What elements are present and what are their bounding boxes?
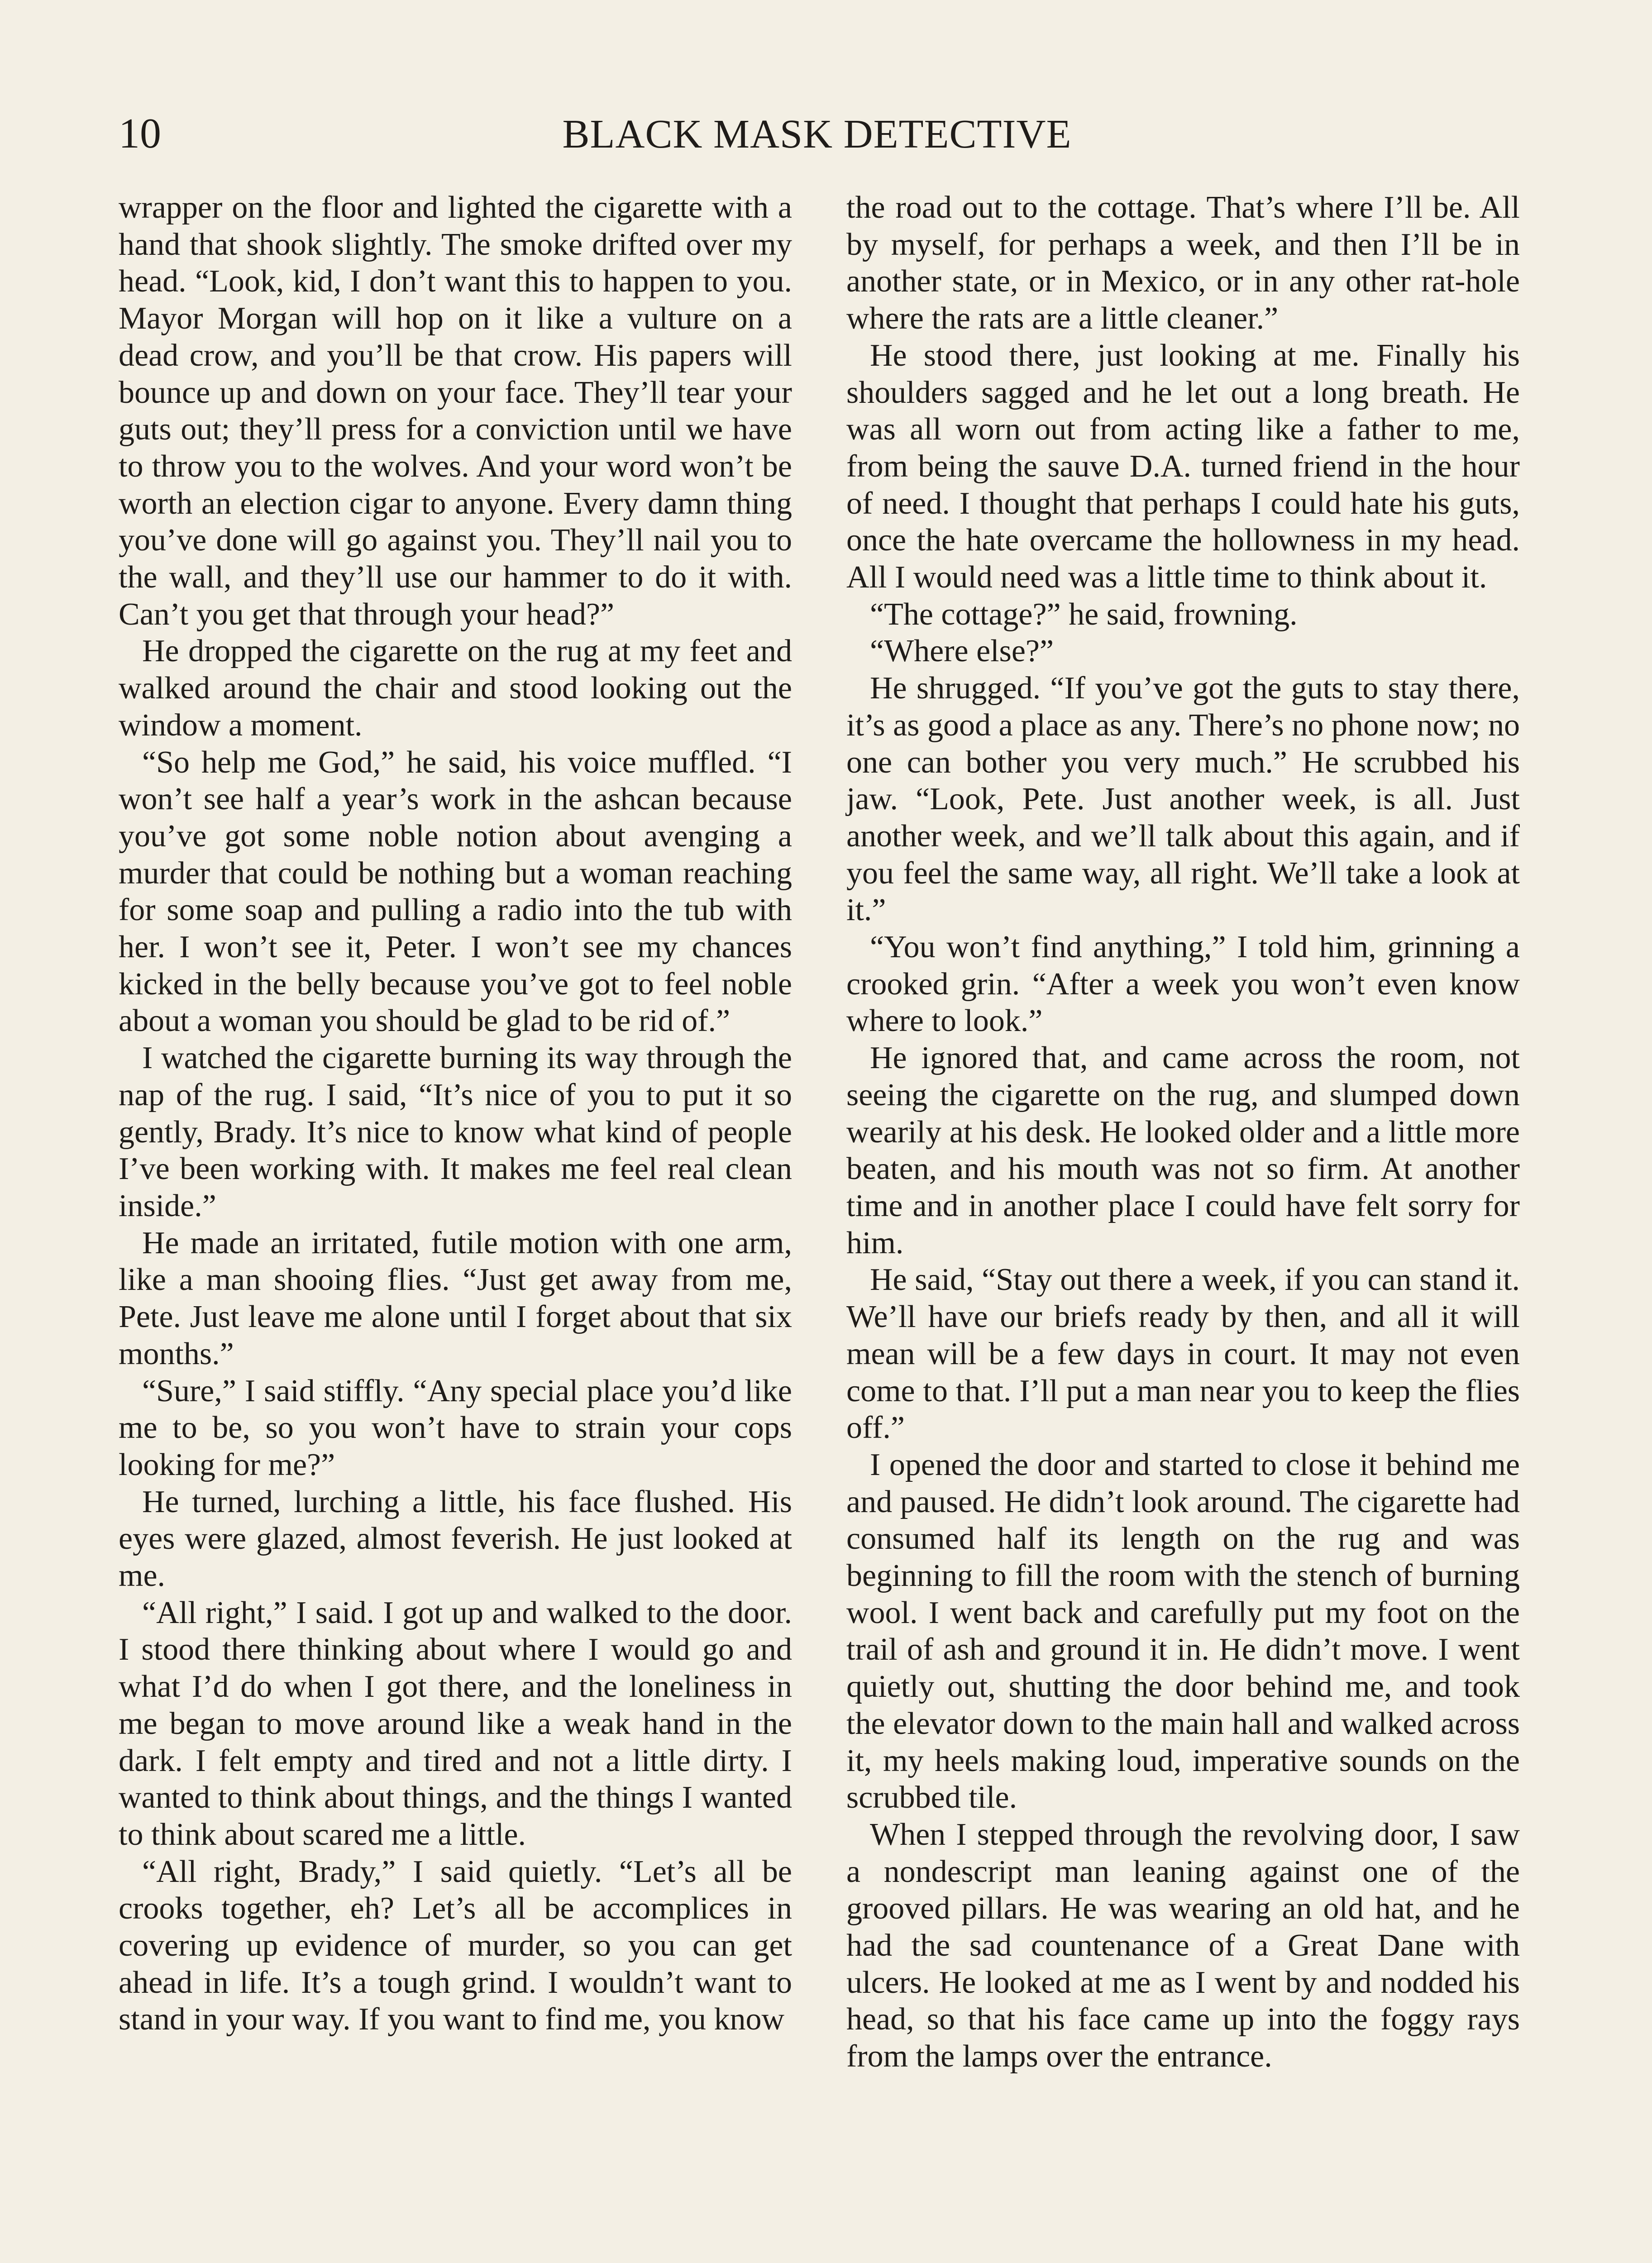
paragraph: “All right,” I said. I got up and walked to the door. I stood there thinking about where I would go and what I’d do when I got there, and the loneliness in me began to move around like a weak hand in the dark. I felt empty and tired and not a little dirty. I wanted to think about things, and the things I wanted to think about scared me a little.: [119, 1595, 792, 1852]
paragraph: “You won’t find anything,” I told him, grinning a crooked grin. “After a week you won’t even know where to look.”: [846, 930, 1520, 1039]
paragraph: When I stepped through the revolving door, I saw a nondescript man leaning against one of the grooved pillars. He was wearing an old hat, and he had the sad countenance of a Great Dane with ulcers. He looked at me as I went by and nodded his head, so that his face came up into the foggy rays from the lamps over the entrance.: [846, 1817, 1520, 2074]
paragraph: He shrugged. “If you’ve got the guts to stay there, it’s as good a place as any. There’s no phone now; no one can bother you very much.” He scrubbed his jaw. “Look, Pete. Just another week, is all. Just another week, and we’ll talk about this again, and if you feel the same way, all right. We’ll take a look at it.”: [846, 671, 1520, 928]
paragraph: “All right, Brady,” I said quietly. “Let’s all be crooks together, eh? Let’s all be accomplices in covering up evidence of murder, so you can get ahead in life. It’s a tough grind. I wouldn’t want to stand in your way. If you want to find me, you know: [119, 1854, 792, 2037]
paragraph: He dropped the cigarette on the rug at my feet and walked around the chair and stood looking out the window a moment.: [119, 634, 792, 743]
paragraph: “Sure,” I said stiffly. “Any special place you’d like me to be, so you won’t have to strain your cops looking for me?”: [119, 1373, 792, 1482]
left-column: [119, 189, 792, 2038]
paragraph: “So help me God,” he said, his voice muffled. “I won’t see half a year’s work in the ashcan because you’ve got some noble notion about avenging a murder that could be nothing but a woman reaching for some soap and pulling a radio into the tub with her. I won’t see it, Peter. I won’t see my chances kicked in the belly because you’ve got to feel noble about a woman you should be glad to be rid of.”: [119, 745, 792, 1039]
paragraph: the road out to the cottage. That’s where I’ll be. All by myself, for perhaps a week, and then I’ll be in another state, or in Mexico, or in any other rat-hole where the rats are a little cleaner.”: [846, 190, 1520, 336]
paragraph: He said, “Stay out there a week, if you can stand it. We’ll have our briefs ready by then, and all it will mean will be a few days in court. It may not even come to that. I’ll put a man near you to keep the flies off.”: [846, 1262, 1520, 1446]
paragraph: He turned, lurching a little, his face flushed. His eyes were glazed, almost feverish. He just looked at me.: [119, 1484, 792, 1594]
paragraph: I watched the cigarette burning its way through the nap of the rug. I said, “It’s nice of you to put it so gently, Brady. It’s nice to know what kind of people I’ve been working with. It makes me feel real clean inside.”: [119, 1041, 792, 1223]
paragraph: He made an irritated, futile motion with one arm, like a man shooing flies. “Just get away from me, Pete. Just leave me alone until I forget about that six months.”: [119, 1225, 792, 1371]
page-number: 10: [119, 110, 161, 157]
paragraph: I opened the door and started to close it behind me and paused. He didn’t look around. The cigarette had consumed half its length on the rug and was beginning to fill the room with the stench of burning wool. I went back and carefully put my foot on the trail of ash and ground it in. He didn’t move. I went quietly out, shutting the door behind me, and took the elevator down to the main hall and walked across it, my heels making loud, imperative sounds on the scrubbed tile.: [846, 1447, 1520, 1815]
paragraph: wrapper on the floor and lighted the cigarette with a hand that shook slightly. The smoke drifted over my head. “Look, kid, I don’t want this to happen to you. Mayor Morgan will hop on it like a vulture on a dead crow, and you’ll be that crow. His papers will bounce up and down on your face. They’ll tear your guts out; they’ll press for a conviction until we have to throw you to the wolves. And your word won’t be worth an election cigar to anyone. Every damn thing you’ve done will go against you. They’ll nail you to the wall, and they’ll use our hammer to do it with. Can’t you get that through your head?”: [119, 190, 792, 632]
paragraph: “Where else?”: [870, 634, 1054, 669]
paragraph: “The cottage?” he said, frowning.: [870, 597, 1298, 632]
paragraph: He stood there, just looking at me. Finally his shoulders sagged and he let out a long breath. He was all worn out from acting like a father to me, from being the sauve D.A. turned friend in the hour of need. I thought that perhaps I could hate his guts, once the hate overcame the hollowness in my head. All I would need was a little time to think about it.: [846, 338, 1520, 595]
running-title: BLACK MASK DETECTIVE: [562, 112, 1072, 157]
right-column: [846, 189, 1520, 2075]
paragraph: He ignored that, and came across the room, not seeing the cigarette on the rug, and slumped down wearily at his desk. He looked older and a little more beaten, and his mouth was not so firm. At another time and in another place I could have felt sorry for him.: [846, 1041, 1520, 1260]
